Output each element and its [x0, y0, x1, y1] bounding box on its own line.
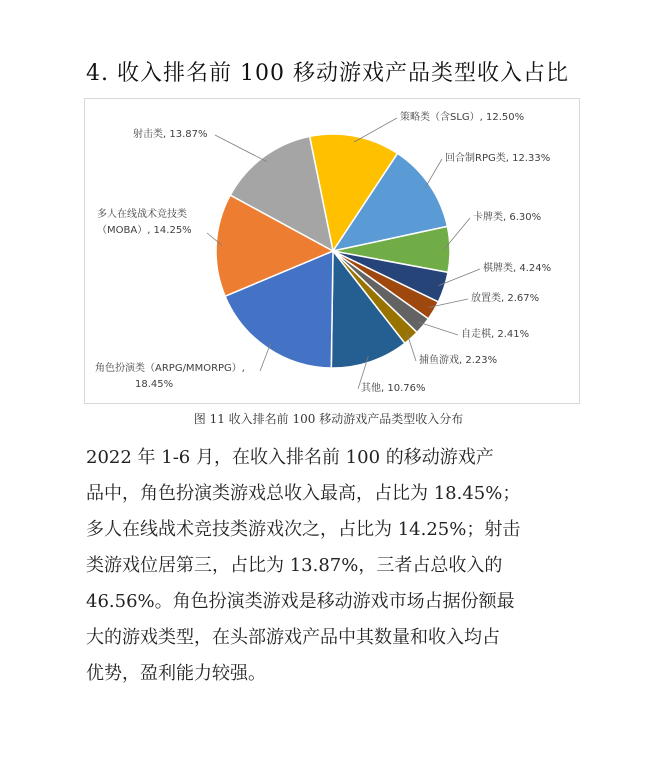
- section-heading: 4. 收入排名前 100 移动游戏产品类型收入占比: [86, 61, 569, 86]
- paragraph-line: 2022 年 1-6 月，在收入排名前 100 的移动游戏产: [86, 447, 494, 468]
- slice-label: 角色扮演类（ARPG/MMORPG）, 18.45%: [95, 363, 245, 390]
- slice-label: 捕鱼游戏, 2.23%: [419, 355, 498, 366]
- slice-label: 策略类（含SLG）, 12.50%: [400, 112, 525, 123]
- slice-label: 棋牌类, 4.24%: [483, 263, 552, 274]
- paragraph-line: 优势，盈利能力较强。: [86, 663, 266, 684]
- pie-chart-frame: [84, 98, 580, 404]
- paragraph-line: 46.56%。角色扮演类游戏是移动游戏市场占据份额最: [86, 591, 515, 612]
- label-leader-line: [354, 118, 397, 142]
- label-leader-line: [418, 322, 458, 335]
- slice-label: 自走棋, 2.41%: [461, 329, 530, 340]
- label-leader-line: [215, 135, 267, 162]
- paragraph-line: 品中，角色扮演类游戏总收入最高，占比为 18.45%；: [86, 483, 521, 504]
- slice-label: 射击类, 13.87%: [133, 129, 208, 140]
- slice-label: 卡牌类, 6.30%: [473, 212, 542, 223]
- paragraph-line: 类游戏位居第三，占比为 13.87%，三者占总收入的: [86, 555, 503, 576]
- slice-label: 回合制RPG类, 12.33%: [445, 153, 551, 164]
- slice-label: 放置类, 2.67%: [471, 293, 540, 304]
- paragraph-line: 大的游戏类型，在头部游戏产品中其数量和收入均占: [86, 627, 500, 648]
- pie-chart: [85, 99, 579, 403]
- label-leader-line: [425, 159, 442, 188]
- body-paragraph: [86, 440, 586, 692]
- slice-label: 其他, 10.76%: [361, 383, 426, 394]
- slice-label: 多人在线战术竞技类（MOBA）, 14.25%: [97, 209, 192, 236]
- figure-caption: 图 11 收入排名前 100 移动游戏产品类型收入分布: [193, 412, 464, 426]
- paragraph-line: 多人在线战术竞技类游戏次之，占比为 14.25%；射击: [86, 519, 521, 540]
